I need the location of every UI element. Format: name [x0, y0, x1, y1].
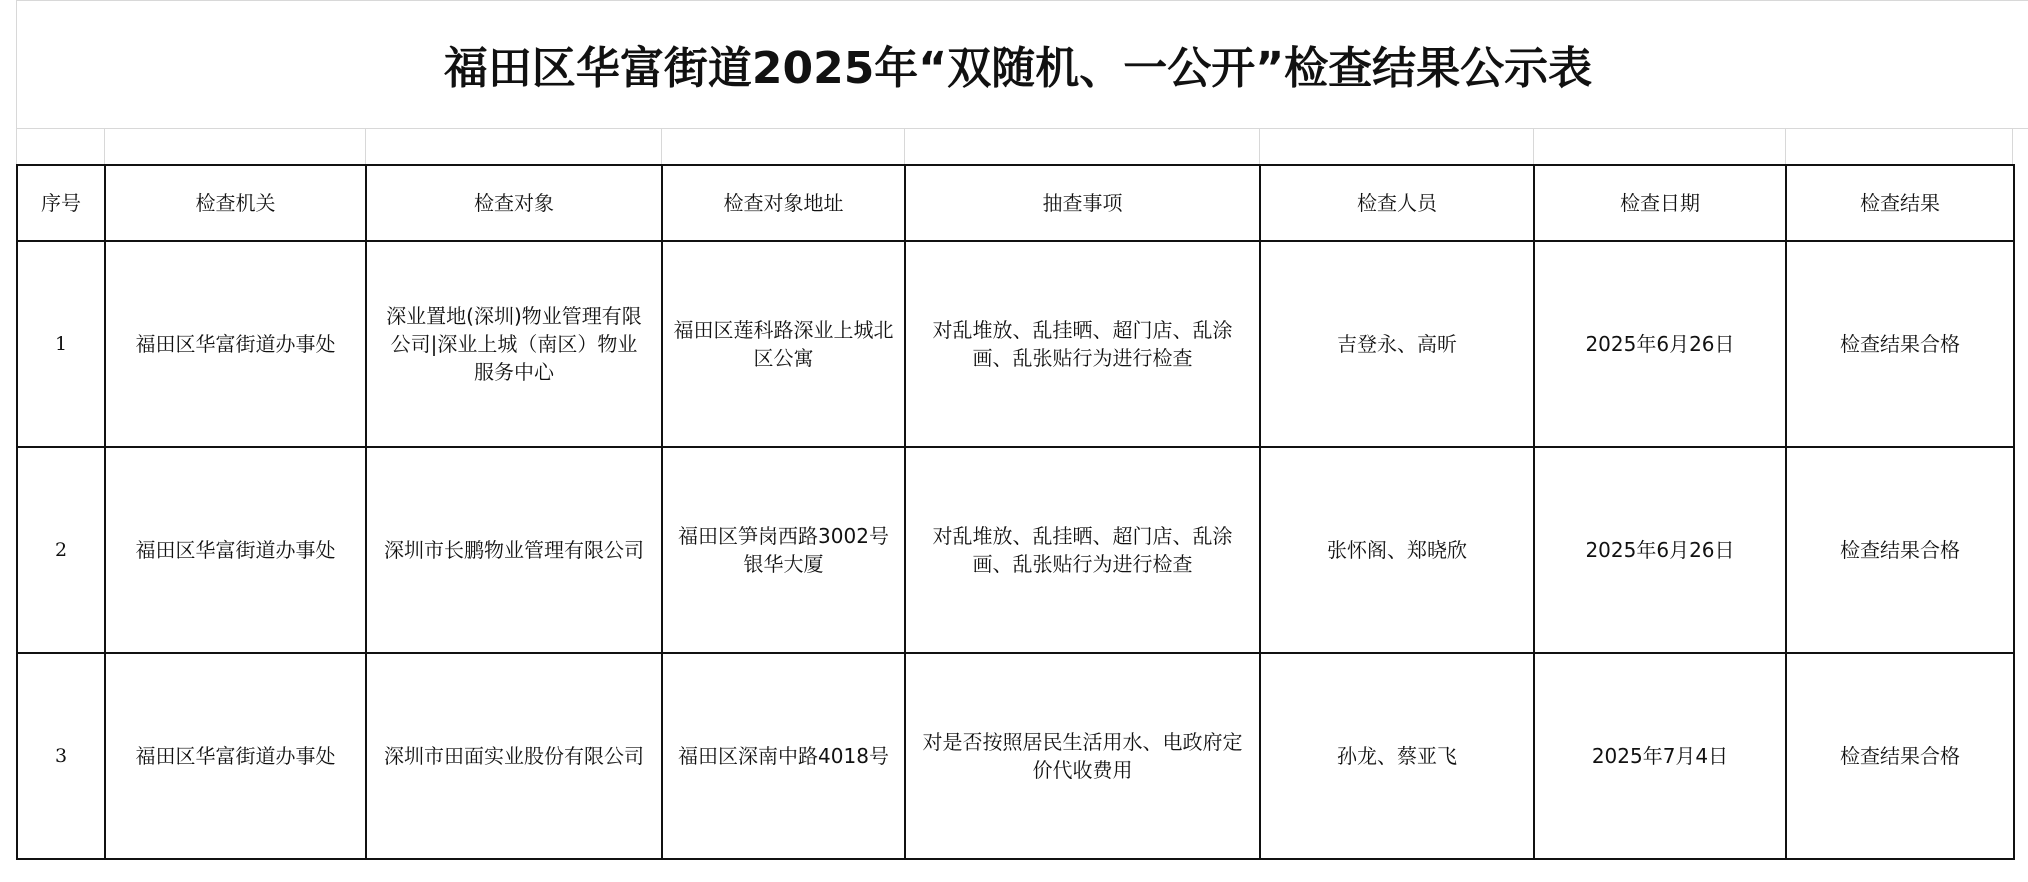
header-cell-date[interactable]: 检查日期	[1534, 165, 1786, 241]
cell-date[interactable]: 2025年7月4日	[1534, 653, 1786, 859]
header-cell-item[interactable]: 抽查事项	[905, 165, 1260, 241]
page-title: 福田区华富街道2025年“双随机、一公开”检查结果公示表	[443, 43, 1593, 94]
cell-address[interactable]: 福田区莲科路深业上城北区公寓	[662, 241, 905, 447]
header-cell-seq[interactable]: 序号	[17, 165, 105, 241]
cell-item[interactable]: 对乱堆放、乱挂晒、超门店、乱涂画、乱张贴行为进行检查	[905, 447, 1260, 653]
cell-date[interactable]: 2025年6月26日	[1534, 241, 1786, 447]
cell-seq[interactable]: 3	[17, 653, 105, 859]
cell-target[interactable]: 深业置地(深圳)物业管理有限公司|深业上城（南区）物业服务中心	[366, 241, 662, 447]
cell-agency[interactable]: 福田区华富街道办事处	[105, 241, 366, 447]
header-cell-agency[interactable]: 检查机关	[105, 165, 366, 241]
grid-line	[661, 128, 662, 164]
grid-line	[1259, 128, 1260, 164]
header-cell-inspectors[interactable]: 检查人员	[1260, 165, 1534, 241]
grid-line	[16, 128, 17, 164]
grid-line	[16, 128, 2028, 129]
cell-date[interactable]: 2025年6月26日	[1534, 447, 1786, 653]
cell-target[interactable]: 深圳市田面实业股份有限公司	[366, 653, 662, 859]
grid-line	[2012, 128, 2013, 164]
cell-target[interactable]: 深圳市长鹏物业管理有限公司	[366, 447, 662, 653]
table-row	[17, 447, 2014, 653]
cell-item[interactable]: 对乱堆放、乱挂晒、超门店、乱涂画、乱张贴行为进行检查	[905, 241, 1260, 447]
cell-agency[interactable]: 福田区华富街道办事处	[105, 653, 366, 859]
grid-line	[365, 128, 366, 164]
cell-inspectors[interactable]: 张怀阁、郑晓欣	[1260, 447, 1534, 653]
table-row	[17, 653, 2014, 859]
cell-item[interactable]: 对是否按照居民生活用水、电政府定价代收费用	[905, 653, 1260, 859]
cell-result[interactable]: 检查结果合格	[1786, 241, 2014, 447]
grid-line	[104, 128, 105, 164]
cell-result[interactable]: 检查结果合格	[1786, 653, 2014, 859]
grid-line	[904, 128, 905, 164]
table-row	[17, 241, 2014, 447]
cell-inspectors[interactable]: 孙龙、蔡亚飞	[1260, 653, 1534, 859]
cell-seq[interactable]: 1	[17, 241, 105, 447]
header-cell-target[interactable]: 检查对象	[366, 165, 662, 241]
cell-address[interactable]: 福田区深南中路4018号	[662, 653, 905, 859]
cell-agency[interactable]: 福田区华富街道办事处	[105, 447, 366, 653]
grid-line	[1785, 128, 1786, 164]
cell-address[interactable]: 福田区笋岗西路3002号银华大厦	[662, 447, 905, 653]
cell-result[interactable]: 检查结果合格	[1786, 447, 2014, 653]
table-header-row	[17, 165, 2014, 241]
title-cell[interactable]	[16, 0, 2028, 128]
grid-line	[1533, 128, 1534, 164]
cell-inspectors[interactable]: 吉登永、高昕	[1260, 241, 1534, 447]
inspection-results-table	[16, 164, 2015, 860]
header-cell-address[interactable]: 检查对象地址	[662, 165, 905, 241]
header-cell-result[interactable]: 检查结果	[1786, 165, 2014, 241]
cell-seq[interactable]: 2	[17, 447, 105, 653]
